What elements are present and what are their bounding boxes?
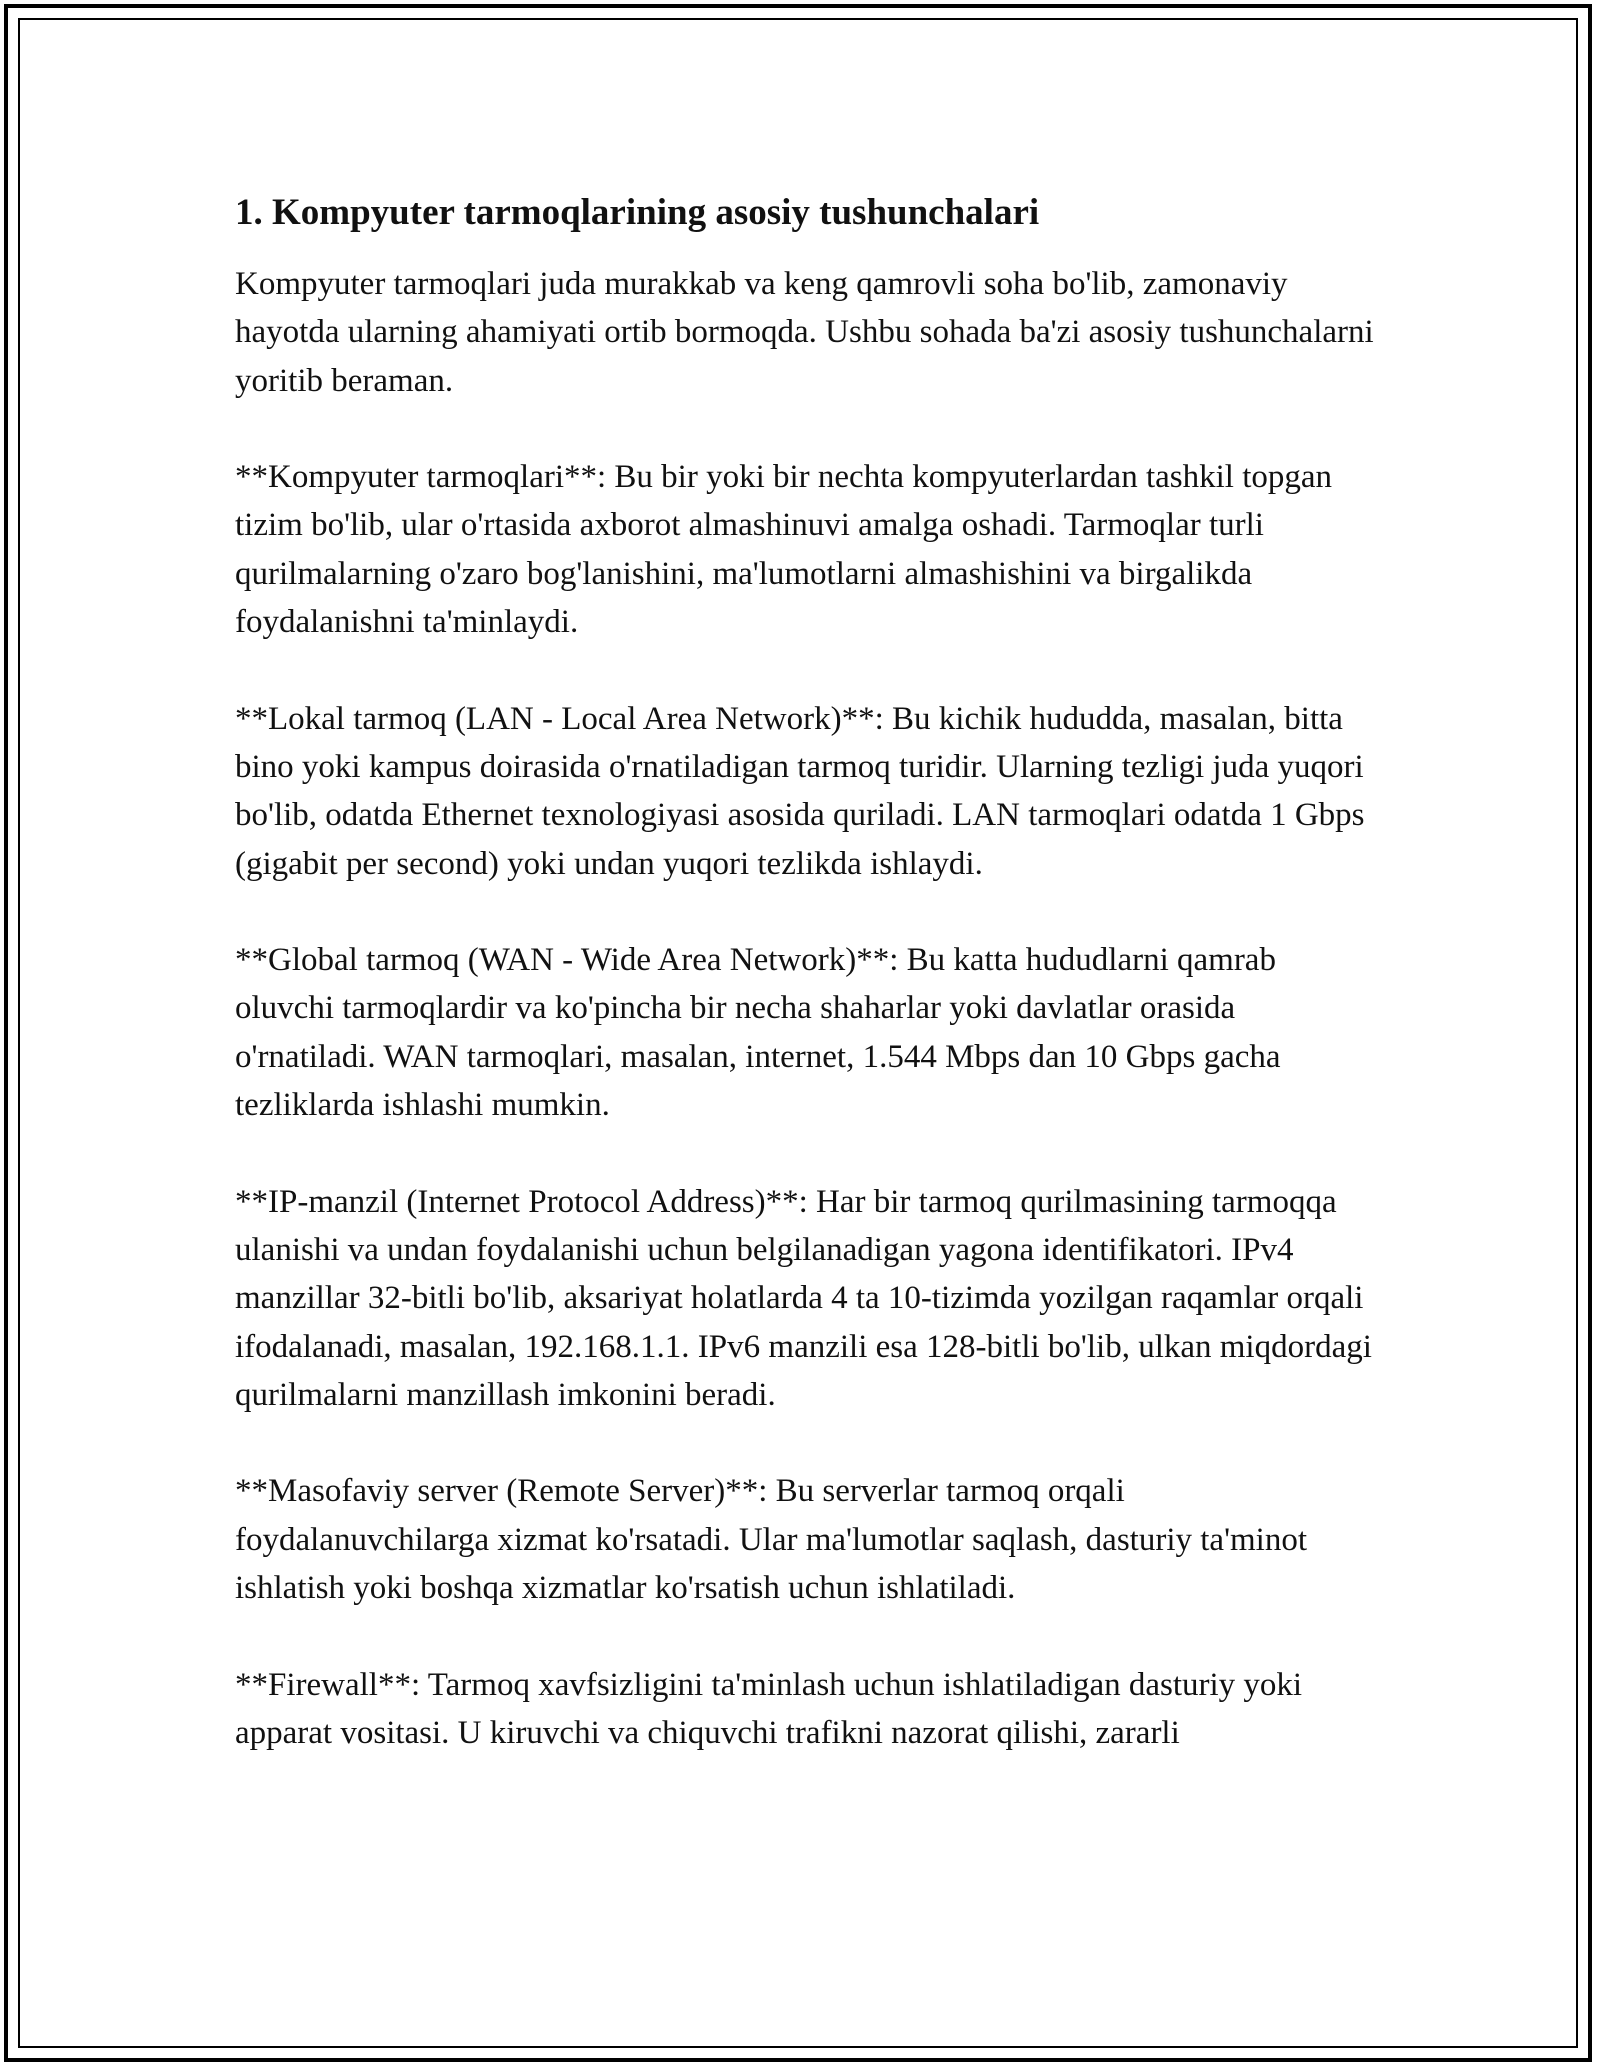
- paragraph-firewall: **Firewall**: Tarmoq xavfsizligini ta'minlash uchun ishlatiladigan dasturiy yoki apparat vositasi. U kiruvchi va chiquvchi trafikni nazorat qilishi, zararli: [235, 1666, 1303, 1751]
- paragraph-computer-networks: **Kompyuter tarmoqlari**: Bu bir yoki bir nechta kompyuterlardan tashkil topgan tizim bo'lib, ular o'rtasida axborot almashinuvi amalga oshadi. Tarmoqlar turli qurilmalarning o'zaro bog'lanishini, ma'lumotlarni almashishini va birgalikda foydalanishni ta'minlaydi.: [235, 459, 1333, 641]
- paragraph-lan: **Lokal tarmoq (LAN - Local Area Network)**: Bu kichik hududda, masalan, bitta bino yoki kampus doirasida o'rnatiladigan tarmoq turidir. Ularning tezligi juda yuqori bo'lib, odatda Ethernet texnologiyasi asosida quriladi. LAN tarmoqlari odatda 1 Gbps (gigabit per second) yoki undan yuqori tezlikda ishlaydi.: [235, 700, 1365, 882]
- paragraph-ip-address: **IP-manzil (Internet Protocol Address)**: Har bir tarmoq qurilmasining tarmoqqa ulanishi va undan foydalanishi uchun belgilanadigan yagona identifikatori. IPv4 manzillar 32-bitli bo'lib, aksariyat holatlarda 4 ta 10-tizimda yozilgan raqamlar orqali ifodalanadi, masalan, 192.168.1.1. IPv6 manzili esa 128-bitli bo'lib, ulkan miqdordagi qurilmalarni manzillash imkonini beradi.: [235, 1183, 1372, 1413]
- paragraph-remote-server: **Masofaviy server (Remote Server)**: Bu serverlar tarmoq orqali foydalanuvchilarga xizmat ko'rsatadi. Ular ma'lumotlar saqlash, dasturiy ta'minot ishlatish yoki boshqa xizmatlar ko'rsatish uchun ishlatiladi.: [235, 1473, 1308, 1607]
- paragraph-wan: **Global tarmoq (WAN - Wide Area Network)**: Bu katta hududlarni qamrab oluvchi tarmoqlardir va ko'pincha bir necha shaharlar yoki davlatlar orasida o'rnatiladi. WAN tarmoqlari, masalan, internet, 1.544 Mbps dan 10 Gbps gacha tezliklarda ishlashi mumkin.: [235, 942, 1281, 1124]
- document-title: 1. Kompyuter tarmoqlarining asosiy tushunchalari: [235, 192, 1040, 233]
- document-page: [235, 188, 1375, 1757]
- paragraph-intro: Kompyuter tarmoqlari juda murakkab va keng qamrovli soha bo'lib, zamonaviy hayotda ularning ahamiyati ortib bormoqda. Ushbu sohada ba'zi asosiy tushunchalarni yoritib beraman.: [235, 266, 1374, 399]
